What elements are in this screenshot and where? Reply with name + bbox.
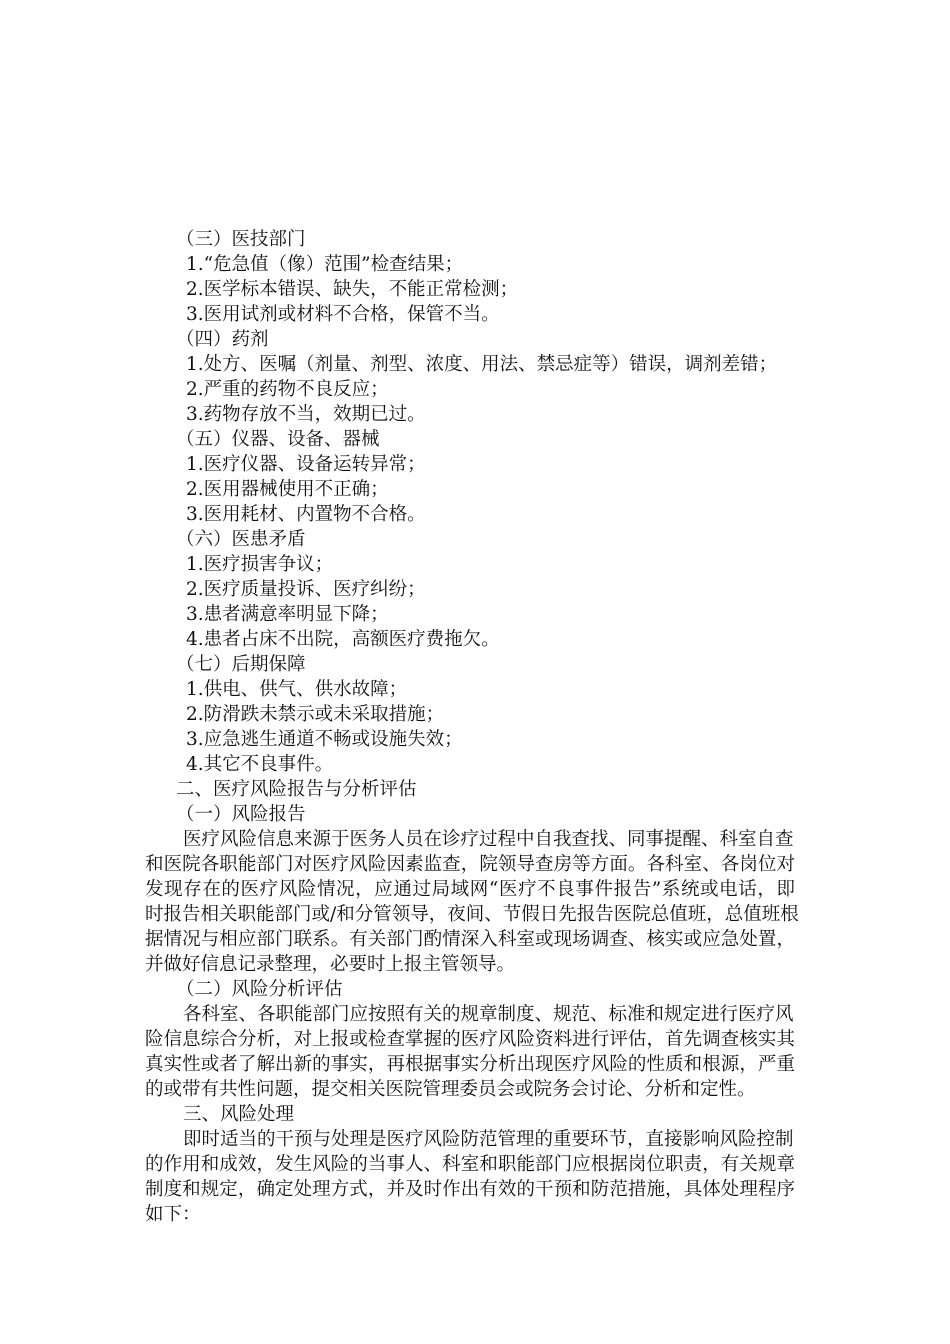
paragraph-line: 真实性或者了解出新的事实，再根据事实分析出现医疗风险的性质和根源，严重	[145, 1054, 795, 1075]
heading-pharmacy: （四）药剂	[176, 329, 269, 350]
paragraph-line: 险信息综合分析，对上报或检查掌握的医疗风险资料进行评估，首先调查核实其	[145, 1029, 795, 1050]
list-item: 3.应急逃生通道不畅或设施失效；	[186, 729, 463, 750]
heading-risk-analysis: （二）风险分析评估	[176, 979, 343, 1000]
paragraph-line: 的或带有共性问题，提交相关医院管理委员会或院务会讨论、分析和定性。	[145, 1079, 756, 1100]
paragraph-line: 发现存在的医疗风险情况，应通过局域网“医疗不良事件报告”系统或电话，即	[145, 879, 795, 900]
paragraph-line: 医疗风险信息来源于医务人员在诊疗过程中自我查找、同事提醒、科室自查	[183, 829, 794, 850]
paragraph-line: 据情况与相应部门联系。有关部门酌情深入科室或现场调查、核实或应急处置，	[145, 929, 795, 950]
list-item: 2.严重的药物不良反应；	[186, 379, 389, 400]
paragraph-line: 时报告相关职能部门或/和分管领导，夜间、节假日先报告医院总值班，总值班根	[145, 904, 799, 925]
list-item: 3.医用试剂或材料不合格，保管不当。	[186, 304, 500, 325]
section-title-handling: 三、风险处理	[183, 1104, 295, 1125]
paragraph-line: 即时适当的干预与处理是医疗风险防范管理的重要环节，直接影响风险控制	[183, 1129, 794, 1150]
heading-equipment: （五）仪器、设备、器械	[176, 429, 380, 450]
list-item: 2.医用器械使用不正确；	[186, 479, 389, 500]
heading-medical-tech: （三）医技部门	[176, 229, 306, 250]
list-item: 1.医疗仪器、设备运转异常；	[186, 454, 426, 475]
paragraph-line: 并做好信息记录整理，必要时上报主管领导。	[145, 954, 516, 975]
paragraph-line: 各科室、各职能部门应按照有关的规章制度、规范、标准和规定进行医疗风	[183, 1004, 794, 1025]
list-item: 4.其它不良事件。	[186, 754, 334, 775]
heading-logistics: （七）后期保障	[176, 654, 306, 675]
list-item: 2.医疗质量投诉、医疗纠纷；	[186, 579, 426, 600]
heading-risk-report: （一）风险报告	[176, 804, 306, 825]
list-item: 1.处方、医嘱（剂量、剂型、浓度、用法、禁忌症等）错误，调剂差错；	[186, 354, 778, 375]
heading-disputes: （六）医患矛盾	[176, 529, 306, 550]
paragraph-line: 和医院各职能部门对医疗风险因素监查，院领导查房等方面。各科室、各岗位对	[145, 854, 795, 875]
paragraph-line: 如下：	[145, 1204, 201, 1225]
section-title-reporting: 二、医疗风险报告与分析评估	[176, 779, 417, 800]
list-item: 1.“危急值（像）范围”检查结果；	[186, 254, 464, 275]
list-item: 1.供电、供气、供水故障；	[186, 679, 408, 700]
paragraph-line: 的作用和成效，发生风险的当事人、科室和职能部门应根据岗位职责，有关规章	[145, 1154, 795, 1175]
list-item: 2.防滑跌未禁示或未采取措施；	[186, 704, 445, 725]
list-item: 2.医学标本错误、缺失，不能正常检测；	[186, 279, 519, 300]
list-item: 1.医疗损害争议；	[186, 554, 334, 575]
list-item: 4.患者占床不出院，高额医疗费拖欠。	[186, 629, 500, 650]
list-item: 3.药物存放不当，效期已过。	[186, 404, 426, 425]
list-item: 3.医用耗材、内置物不合格。	[186, 504, 426, 525]
list-item: 3.患者满意率明显下降；	[186, 604, 389, 625]
paragraph-line: 制度和规定，确定处理方式，并及时作出有效的干预和防范措施，具体处理程序	[145, 1179, 795, 1200]
